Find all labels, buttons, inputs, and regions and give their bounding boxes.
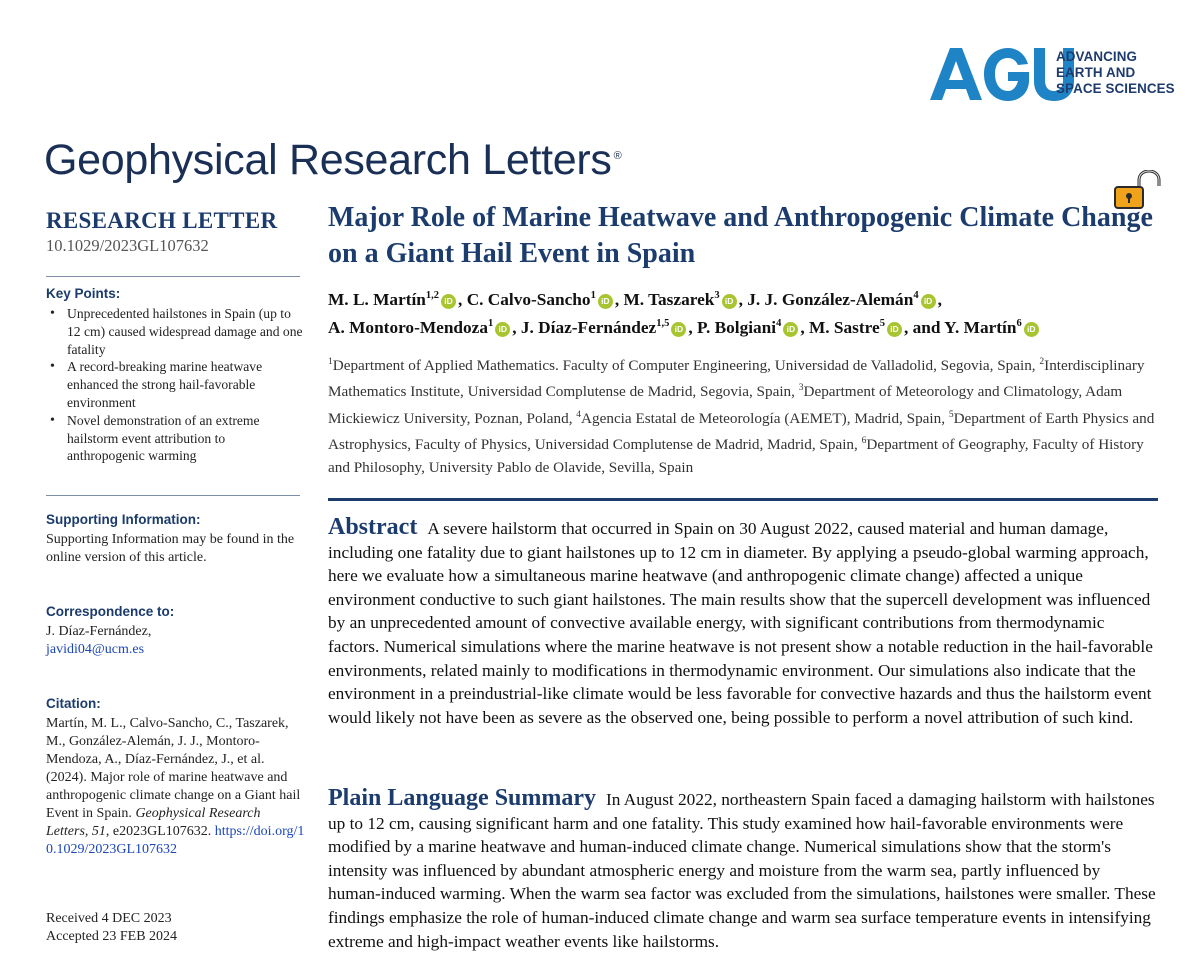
- author-separator: ,: [614, 289, 624, 309]
- orcid-icon[interactable]: iD: [722, 294, 737, 309]
- plain-language-heading: Plain Language Summary: [328, 785, 597, 811]
- orcid-icon[interactable]: iD: [1024, 322, 1039, 337]
- article-header: [328, 200, 1158, 272]
- tagline-line-2: EARTH AND: [1056, 65, 1136, 80]
- orcid-icon[interactable]: iD: [671, 322, 686, 337]
- author-affiliation-number: 1: [590, 290, 596, 301]
- author-affiliation-number: 4: [776, 317, 782, 329]
- supporting-information: [46, 512, 306, 567]
- author-separator: ,: [458, 289, 467, 309]
- author[interactable]: M. Sastre: [808, 317, 880, 337]
- correspondence-email-link[interactable]: javidi04@ucm.es: [46, 642, 145, 657]
- author[interactable]: J. Díaz-Fernández: [520, 317, 657, 337]
- sidebar-divider: [46, 276, 300, 277]
- author-affiliation-number: 1,5: [656, 317, 670, 329]
- orcid-icon[interactable]: iD: [783, 322, 798, 337]
- citation-volume: 51: [91, 824, 106, 839]
- citation-article-number: , e2023GL107632.: [105, 824, 215, 839]
- supporting-heading: Supporting Information:: [46, 512, 201, 527]
- author[interactable]: M. Taszarek: [623, 289, 715, 309]
- journal-name: Geophysical Research Letters: [44, 136, 612, 184]
- affiliation-number: 5: [948, 409, 954, 420]
- citation-doi-link[interactable]: https://doi.org/10.1029/2023GL107632: [46, 824, 305, 857]
- plain-language-text: In August 2022, northeastern Spain faced a damaging hailstorm with hailstones up to 12 cm, causing significant harm and one fatality. This study examined how hail-favorable environments were modified by a marine heatwave and human-induced climate change. Numerical simulations show that the storm's intensity was influenced by abundant atmospheric energy and moisture from the warm sea, partly influenced by human-induced warming. When the warm sea factor was excluded from the simulations, hailstones were smaller. These findings emphasize the role of human-induced climate change and warm sea surface temperature events in intensifying extreme and high-impact weather events like hailstorms.: [328, 790, 1156, 951]
- abstract: [328, 516, 1156, 729]
- tagline-line-1: ADVANCING: [1056, 49, 1137, 64]
- affiliation-number: 4: [576, 409, 582, 420]
- key-point-item: • A record-breaking marine heatwave enhanced the strong hail-favorable environment: [46, 358, 306, 411]
- orcid-icon[interactable]: iD: [598, 294, 613, 309]
- author-separator: , and: [903, 317, 945, 337]
- author[interactable]: A. Montoro-Mendoza: [328, 317, 488, 337]
- affiliation-text: Department of Geography, Faculty of History and Philosophy, University Pablo de Olavide, Sevilla, Spain: [328, 436, 1144, 476]
- affiliation-text: Department of Earth Physics and Astrophysics, Faculty of Physics, Universidad Complutense de Madrid, Madrid, Spain,: [328, 410, 1155, 454]
- author-affiliation-number: 1,2: [425, 290, 440, 301]
- journal-title: [44, 136, 621, 185]
- dates: [46, 910, 306, 946]
- key-points-list: [46, 305, 306, 465]
- accepted-date: Accepted 23 FEB 2024: [46, 929, 178, 944]
- author[interactable]: Y. Martín: [944, 317, 1017, 337]
- author-affiliation-number: 6: [1016, 317, 1022, 329]
- affiliations: [328, 351, 1158, 479]
- sidebar-divider: [46, 495, 300, 496]
- correspondence: [46, 604, 306, 659]
- citation-heading: Citation:: [46, 696, 101, 711]
- author-list: [328, 284, 1158, 340]
- author-separator: ,: [512, 317, 521, 337]
- author-separator: ,: [800, 317, 809, 337]
- agu-tagline: [1056, 49, 1196, 97]
- key-points-heading: Key Points:: [46, 286, 121, 301]
- author-affiliation-number: 5: [879, 317, 885, 329]
- key-point-item: • Unprecedented hailstones in Spain (up to 12 cm) caused widespread damage and one fatality: [46, 305, 306, 358]
- supporting-text: Supporting Information may be found in the online version of this article.: [46, 532, 295, 565]
- affiliation-number: 3: [798, 383, 804, 394]
- abstract-rule: [328, 498, 1158, 501]
- author[interactable]: J. J. González-Alemán: [747, 289, 914, 309]
- author[interactable]: P. Bolgiani: [697, 317, 777, 337]
- correspondence-name: J. Díaz-Fernández,: [46, 624, 152, 639]
- author-affiliation-number: 1: [488, 317, 494, 329]
- affiliation-number: 6: [861, 436, 867, 447]
- article-title: Major Role of Marine Heatwave and Anthropogenic Climate Change on a Giant Hail Event in Spain: [328, 202, 1153, 269]
- author[interactable]: M. L. Martín: [328, 289, 426, 309]
- received-date: Received 4 DEC 2023: [46, 911, 172, 926]
- article-doi: 10.1029/2023GL107632: [46, 236, 209, 255]
- correspondence-heading: Correspondence to:: [46, 604, 175, 619]
- author[interactable]: C. Calvo-Sancho: [466, 289, 591, 309]
- abstract-text: A severe hailstorm that occurred in Spain on 30 August 2022, caused material and human damage, including one fatality due to giant hailstones up to 12 cm in diameter. By applying a pseudo-global warming approach, here we evaluate how a simultaneous marine heatwave (and anthropogenic climate change) affected a unique environment conductive to such giant hailstones. The main results show that the supercell development was influenced by an unprecedented amount of convective available energy, with significant contributions from thermodynamic factors. Numerical simulations where the marine heatwave is not present show a notable reduction in the hail-favorable environments, related mainly to modifications in thermodynamic environment. Our simulations also indicate that the environment in a preindustrial-like climate would be less favorable for convective hazards and thus the hailstorm event would likely not have been as severe as the observed one, being possible to perform a novel attribution of such kind.: [328, 519, 1153, 727]
- citation-body: Martín, M. L., Calvo-Sancho, C., Taszarek, M., González-Alemán, J. J., Montoro-Mendoza, A., Díaz-Fernández, J., et al. (2024). Major role of marine heatwave and anthropogenic climate change on a Giant hail Event in Spain.: [46, 716, 301, 821]
- key-points: [46, 286, 306, 465]
- abstract-heading: Abstract: [328, 514, 418, 540]
- affiliation-number: 2: [1039, 357, 1045, 367]
- registered-mark: ®: [613, 149, 622, 162]
- orcid-icon[interactable]: iD: [495, 322, 510, 337]
- tagline-line-3: SPACE SCIENCES: [1056, 81, 1175, 96]
- author-affiliation-number: 4: [913, 290, 919, 301]
- orcid-icon[interactable]: iD: [921, 294, 936, 309]
- article-meta: [46, 206, 306, 256]
- orcid-icon[interactable]: iD: [887, 322, 902, 337]
- affiliation-text: Department of Meteorology and Climatology, Adam Mickiewicz University, Poznan, Poland,: [328, 383, 1123, 427]
- affiliation-text: Agencia Estatal de Meteorología (AEMET), Madrid, Spain,: [581, 410, 949, 427]
- affiliation-text: Department of Applied Mathematics. Faculty of Computer Engineering, Universidad de Valladolid, Segovia, Spain,: [332, 357, 1040, 375]
- author-separator: ,: [937, 289, 942, 309]
- author-separator: ,: [738, 289, 748, 309]
- citation: [46, 696, 306, 859]
- key-point-item: • Novel demonstration of an extreme hailstorm event attribution to anthropogenic warming: [46, 412, 306, 465]
- orcid-icon[interactable]: iD: [441, 294, 456, 309]
- citation-journal: Geophysical Research Letters: [46, 806, 261, 839]
- affiliation-text: Interdisciplinary Mathematics Institute, Universidad Complutense de Madrid, Segovia, Spain,: [328, 357, 1145, 401]
- plain-language-summary: [328, 787, 1156, 953]
- affiliation-number: 1: [328, 357, 333, 367]
- citation-text: Martín, M. L., Calvo-Sancho, C., Taszarek, M., González-Alemán, J. J., Montoro-Mendoza, A., Díaz-Fernández, J., et al. (2024). Major role of marine heatwave and anthropogenic climate change on a Giant hail Event in Spain. Geophysical Research Letters, 51, e2023GL107632. https://doi.org/10.1029/2023GL107632: [46, 716, 305, 857]
- author-affiliation-number: 3: [714, 290, 720, 301]
- author-separator: ,: [688, 317, 697, 337]
- article-type: RESEARCH LETTER: [46, 208, 278, 233]
